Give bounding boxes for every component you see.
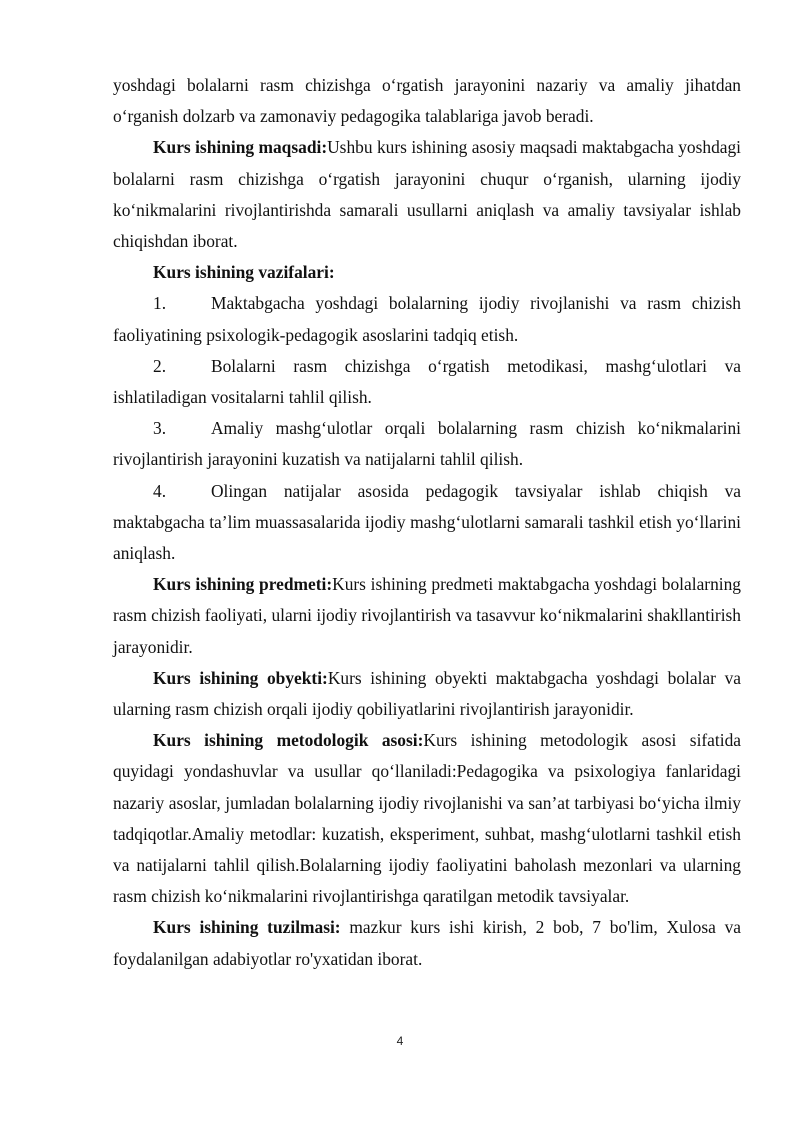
task-number: 4. (153, 480, 167, 501)
structure-paragraph (113, 912, 741, 974)
tasks-heading-paragraph (113, 257, 741, 288)
goal-text: Ushbu kurs ishining asosiy maqsadi maktabgacha yoshdagi bolalarni rasm chizishga o‘rgatish jarayonini chuqur o‘rganish, ularning ijodiy ko‘nikmalarini rivojlantirishda samarali usullarni aniqlash va amaliy tavsiyalar ishlab chiqishdan iborat. (113, 137, 742, 252)
object-text: Kurs ishining obyekti maktabgacha yoshdagi bolalar va ularning rasm chizish orqali ijodiy qobiliyatlarini rivojlantirish jarayonidir. (113, 667, 741, 720)
task-text: Olingan natijalar asosida pedagogik tavsiyalar ishlab chiqish va maktabgacha ta’lim muassasalarida ijodiy mashg‘ulotlarni samarali tashkil etish yo‘llarini aniqlash. (113, 480, 741, 564)
structure-heading: Kurs ishining tuzilmasi: (153, 917, 341, 938)
methodology-text: Kurs ishining metodologik asosi sifatida quyidagi yondashuvlar va usullar qo‘llaniladi:Pedagogika va psixologiya fanlaridagi nazariy asoslar, jumladan bolalarning ijodiy rivojlanishi va san’at tarbiyasi bo‘yicha ilmiy tadqiqotlar.Amaliy metodlar: kuzatish, eksperiment, suhbat, mashg‘ulotlarni tashkil etish va natijalarni tahlil qilish.Bolalarning ijodiy faoliyatini baholash mezonlari va ularning rasm chizish ko‘nikmalarini rivojlantirishga qaratilgan metodik tavsiyalar. (113, 730, 741, 907)
subject-paragraph (113, 569, 741, 663)
methodology-paragraph (113, 725, 741, 912)
task-item (113, 413, 741, 475)
object-heading: Kurs ishining obyekti: (153, 667, 328, 688)
structure-text: mazkur kurs ishi kirish, 2 bob, 7 bo'lim, Xulosa va foydalanilgan adabiyotlar ro'yxatidan iborat. (113, 917, 741, 969)
page-number: 4 (396, 1034, 404, 1048)
subject-heading: Kurs ishining predmeti: (153, 574, 333, 595)
task-item (113, 288, 741, 350)
goal-heading: Kurs ishining maqsadi: (153, 137, 328, 158)
body-text (113, 70, 741, 975)
task-text: Maktabgacha yoshdagi bolalarning ijodiy rivojlanishi va rasm chizish faoliyatining psixologik-pedagogik asoslarini tadqiq etish. (113, 293, 741, 345)
task-text: Bolalarni rasm chizishga o‘rgatish metodikasi, mashg‘ulotlari va ishlatiladigan vositalarni tahlil qilish. (113, 355, 741, 408)
object-paragraph (113, 663, 741, 725)
goal-paragraph (113, 132, 741, 257)
subject-text: Kurs ishining predmeti maktabgacha yoshdagi bolalarning rasm chizish faoliyati, ularni ijodiy rivojlantirish va tasavvur ko‘nikmalarini shakllantirish jarayonidir. (113, 574, 741, 657)
task-item (113, 351, 741, 413)
task-number: 2. (153, 355, 167, 376)
tasks-heading: Kurs ishining vazifalari: (153, 262, 335, 283)
task-text: Amaliy mashg‘ulotlar orqali bolalarning rasm chizish ko‘nikmalarini rivojlantirish jarayonini kuzatish va natijalarni tahlil qilish. (113, 418, 741, 470)
task-item (113, 476, 741, 570)
task-number: 1. (153, 293, 167, 314)
intro-paragraph: yoshdagi bolalarni rasm chizishga o‘rgatish jarayonini nazariy va amaliy jihatdan o‘rganish dolzarb va zamonaviy pedagogika talablariga javob beradi. (113, 75, 741, 127)
task-number: 3. (153, 418, 167, 439)
methodology-heading: Kurs ishining metodologik asosi: (153, 730, 424, 751)
